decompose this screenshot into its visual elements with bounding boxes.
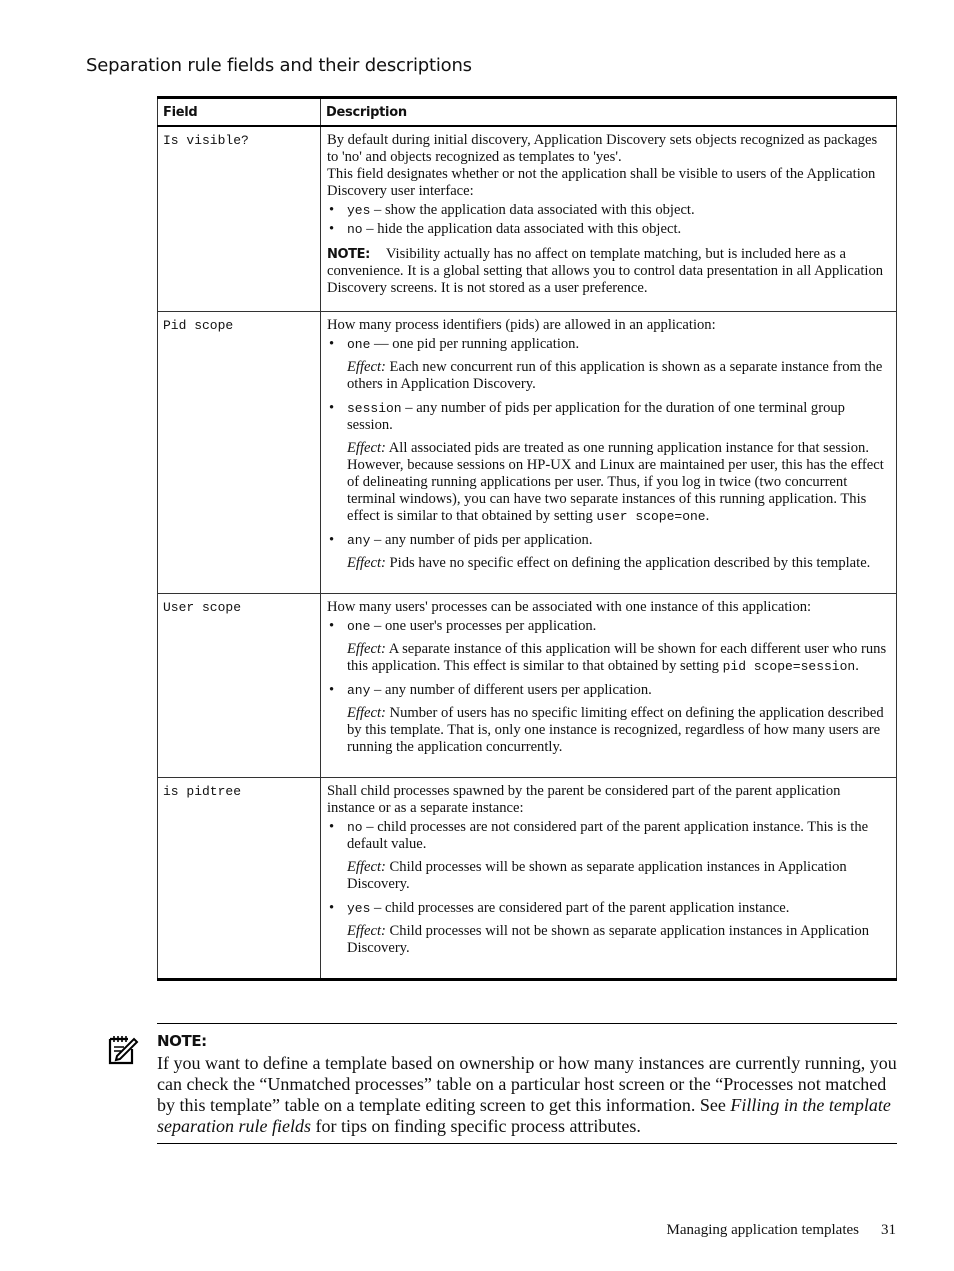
field-description [321, 594, 897, 778]
table-row [158, 594, 897, 778]
effect-label: Effect: [347, 641, 386, 657]
note-label: NOTE: [327, 247, 370, 262]
description-text: By default during initial discovery, Application Discovery sets objects recognized as packages to 'no' and objects recognized as templates to 'yes'. [327, 132, 878, 165]
effect-text [347, 555, 890, 572]
effect-text [347, 705, 890, 756]
list-item [327, 618, 890, 675]
effect-label: Effect: [347, 923, 386, 939]
value-text: – child processes are considered part of the parent application instance. [370, 900, 790, 916]
note-icon [106, 1033, 140, 1067]
page-footer [667, 1222, 896, 1239]
effect-label: Effect: [347, 859, 386, 875]
table-row [158, 778, 897, 980]
header-description: Description [321, 98, 897, 127]
table-row [158, 312, 897, 594]
list-item [327, 682, 890, 756]
note-text: If you want to define a template based on ownership or how many instances are currently running, you can check the “Unmatched processes” table on a particular host screen or the “Processes not matched by this template” table on a template editing screen to get this information. See [157, 1053, 897, 1115]
list-item [327, 900, 890, 957]
value-text: – show the application data associated with this object. [370, 202, 695, 218]
field-name: is pidtree [158, 778, 321, 980]
value-text: – one user's processes per application. [370, 618, 597, 634]
list-item [327, 532, 890, 572]
effect-body: All associated pids are treated as one running application instance for that session. However, because sessions on HP-UX and Linux are maintained per user, this has the effect of delineating running applications per user. Thus, if you log in twice (two concurrent terminal windows), you can have two separate instances of this running application. This effect is similar to that obtained by setting [347, 440, 884, 524]
effect-body: A separate instance of this application will be shown for each different user who runs this application. This effect is similar to that obtained by setting [347, 641, 887, 674]
value-code: yes [347, 901, 371, 916]
note-title: NOTE: [157, 1032, 207, 1050]
value-code: no [347, 222, 363, 237]
field-name: User scope [158, 594, 321, 778]
separation-rules-table [157, 96, 897, 981]
list-item [327, 336, 890, 393]
list-item [327, 202, 890, 219]
value-list [327, 819, 890, 957]
effect-text [347, 641, 890, 675]
footer-section: Managing application templates [666, 1222, 859, 1238]
effect-label: Effect: [347, 440, 386, 456]
effect-end: . [855, 658, 859, 674]
note-link[interactable]: Filling in the template separation rule fields [157, 1095, 891, 1136]
value-code: session [347, 401, 402, 416]
value-code: one [347, 619, 371, 634]
effect-body: Child processes will be shown as separate application instances in Application Discovery. [347, 859, 847, 892]
effect-label: Effect: [347, 359, 386, 375]
note-text: Visibility actually has no affect on template matching, but is included here as a convenience. It is a global setting that allows you to control data presentation in all Application Discovery screens. It is not stored as a user preference. [327, 246, 884, 296]
effect-text [347, 859, 890, 893]
effect-label: Effect: [347, 555, 386, 571]
description-text: This field designates whether or not the application shall be visible to users of the Application Discovery user interface: [327, 166, 876, 199]
value-code: yes [347, 203, 371, 218]
list-item [327, 400, 890, 525]
value-text: – any number of different users per application. [370, 682, 652, 698]
page-title: Separation rule fields and their descriptions [86, 55, 472, 76]
effect-body: Number of users has no specific limiting effect on defining the application described by this template. That is, only one instance is recognized, regardless of how many users are running the application concurrently. [347, 705, 884, 755]
page-number: 31 [881, 1222, 896, 1238]
effect-text [347, 440, 890, 525]
value-code: one [347, 337, 371, 352]
value-code: no [347, 820, 363, 835]
field-description [321, 126, 897, 312]
note-box [157, 1023, 897, 1144]
table-row [158, 126, 897, 312]
note-text-end: for tips on finding specific process attributes. [311, 1116, 641, 1136]
value-code: any [347, 533, 371, 548]
value-text: – any number of pids per application. [370, 532, 593, 548]
value-text: – any number of pids per application for the duration of one terminal group session. [347, 400, 845, 433]
value-list [327, 618, 890, 756]
effect-code: pid scope=session [722, 659, 856, 674]
effect-body: Each new concurrent run of this application is shown as a separate instance from the others in Application Discovery. [347, 359, 883, 392]
value-text: — one pid per running application. [370, 336, 580, 352]
description-text: How many process identifiers (pids) are allowed in an application: [327, 317, 716, 333]
field-description [321, 778, 897, 980]
description-text: How many users' processes can be associated with one instance of this application: [327, 599, 812, 615]
description-text: Shall child processes spawned by the parent be considered part of the parent application instance or as a separate instance: [327, 783, 841, 816]
field-name: Pid scope [158, 312, 321, 594]
table-header-row [158, 98, 897, 127]
value-list [327, 202, 890, 238]
value-list [327, 336, 890, 572]
field-name: Is visible? [158, 126, 321, 312]
effect-text [347, 359, 890, 393]
note-body [157, 1053, 897, 1137]
list-item [327, 819, 890, 893]
inline-note [327, 246, 890, 297]
effect-body: Child processes will not be shown as separate application instances in Application Discovery. [347, 923, 870, 956]
effect-body: Pids have no specific effect on defining the application described by this template. [385, 555, 871, 571]
effect-text [347, 923, 890, 957]
header-field: Field [158, 98, 321, 127]
effect-code: user scope=one [596, 509, 706, 524]
value-code: any [347, 683, 371, 698]
field-description [321, 312, 897, 594]
effect-label: Effect: [347, 705, 386, 721]
effect-end: . [705, 508, 710, 524]
value-text: – hide the application data associated with this object. [362, 221, 682, 237]
list-item [327, 221, 890, 238]
value-text: – child processes are not considered part of the parent application instance. This is the default value. [347, 819, 869, 852]
